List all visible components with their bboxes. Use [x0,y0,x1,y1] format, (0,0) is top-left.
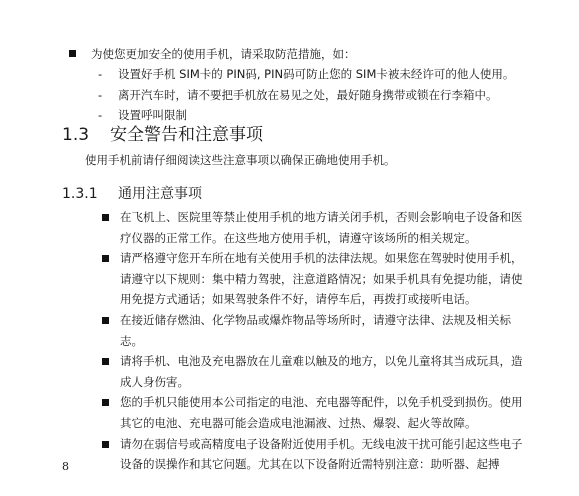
precaution-text: 在接近储存燃油、化学物品或爆炸物品等场所时，请遵守法律、法规及相关标志。 [120,312,511,348]
square-bullet-icon [102,399,109,406]
dash-marker: - [98,108,103,122]
intro-bullet-text: 为使您更加安全的使用手机，请采取防范措施，如： [91,47,356,61]
dash-item-text: 设置呼叫限制 [118,108,187,122]
dash-list [98,64,568,126]
precaution-text: 在飞机上、医院里等禁止使用手机的地方请关闭手机，否则会影响电子设备和医疗仪器的正常工作。在这些地方使用手机，请遵守该场所的相关规定。 [120,210,523,245]
dash-item-text: 离开汽车时，请不要把手机放在易见之处，最好随身携带或锁在行李箱中。 [118,87,498,102]
precaution-text: 您的手机只能使用本公司指定的电池、充电器等配件，以免手机受到损伤。使用其它的电池、充电器可能会造成电池漏液、过热、爆裂、起火等故障。 [120,395,523,430]
precaution-item [100,310,530,351]
dash-list-item [98,105,568,126]
precaution-text: 请将手机、电池及充电器放在儿童难以触及的地方，以免儿童将其当成玩具，造成人身伤害。 [120,354,523,389]
section-heading [62,124,263,146]
square-bullet-icon [102,317,109,324]
precaution-item [100,248,530,310]
precaution-item [100,392,530,433]
page-number: 8 [62,460,69,473]
square-bullet-icon [102,214,109,221]
square-bullet-icon [69,50,76,57]
square-bullet-icon [102,441,109,448]
subsection-number: 1.3.1 [62,186,98,202]
dash-marker: - [98,67,103,81]
square-bullet-icon [102,255,109,262]
precaution-text: 请勿在弱信号或高精度电子设备附近使用手机。无线电波干扰可能引起这些电子设备的误操作和其它问题。尤其在以下设备附近需特别注意：助听器、起搏 [120,436,523,472]
subsection-heading [62,184,202,204]
precaution-item [100,207,530,248]
section-intro-paragraph: 使用手机前请仔细阅读这些注意事项以确保正确地使用手机。 [85,153,396,167]
precaution-text: 请严格遵守您开车所在地有关使用手机的法律法规。如果您在驾驶时使用手机，请遵守以下规则：集中精力驾驶，注意道路情况；如果手机具有免提功能，请使用免提方式通话；如果驾驶条件不好，请停车后，再拨打或接听电话。 [120,251,523,307]
section-title: 安全警告和注意事项 [110,125,263,145]
precaution-item [100,434,530,475]
square-bullet-icon [102,358,109,365]
dash-list-item [98,64,568,85]
section-number: 1.3 [62,125,90,145]
intro-bullet-item [69,44,549,64]
dash-marker: - [98,87,103,102]
subsection-title: 通用注意事项 [118,186,202,202]
dash-item-text: 设置好手机 SIM卡的 PIN码, PIN码可防止您的 SIM卡被未经许可的他人使用。 [118,67,515,81]
precaution-item [100,351,530,392]
dash-list-item [98,85,568,106]
precautions-list [100,207,530,475]
